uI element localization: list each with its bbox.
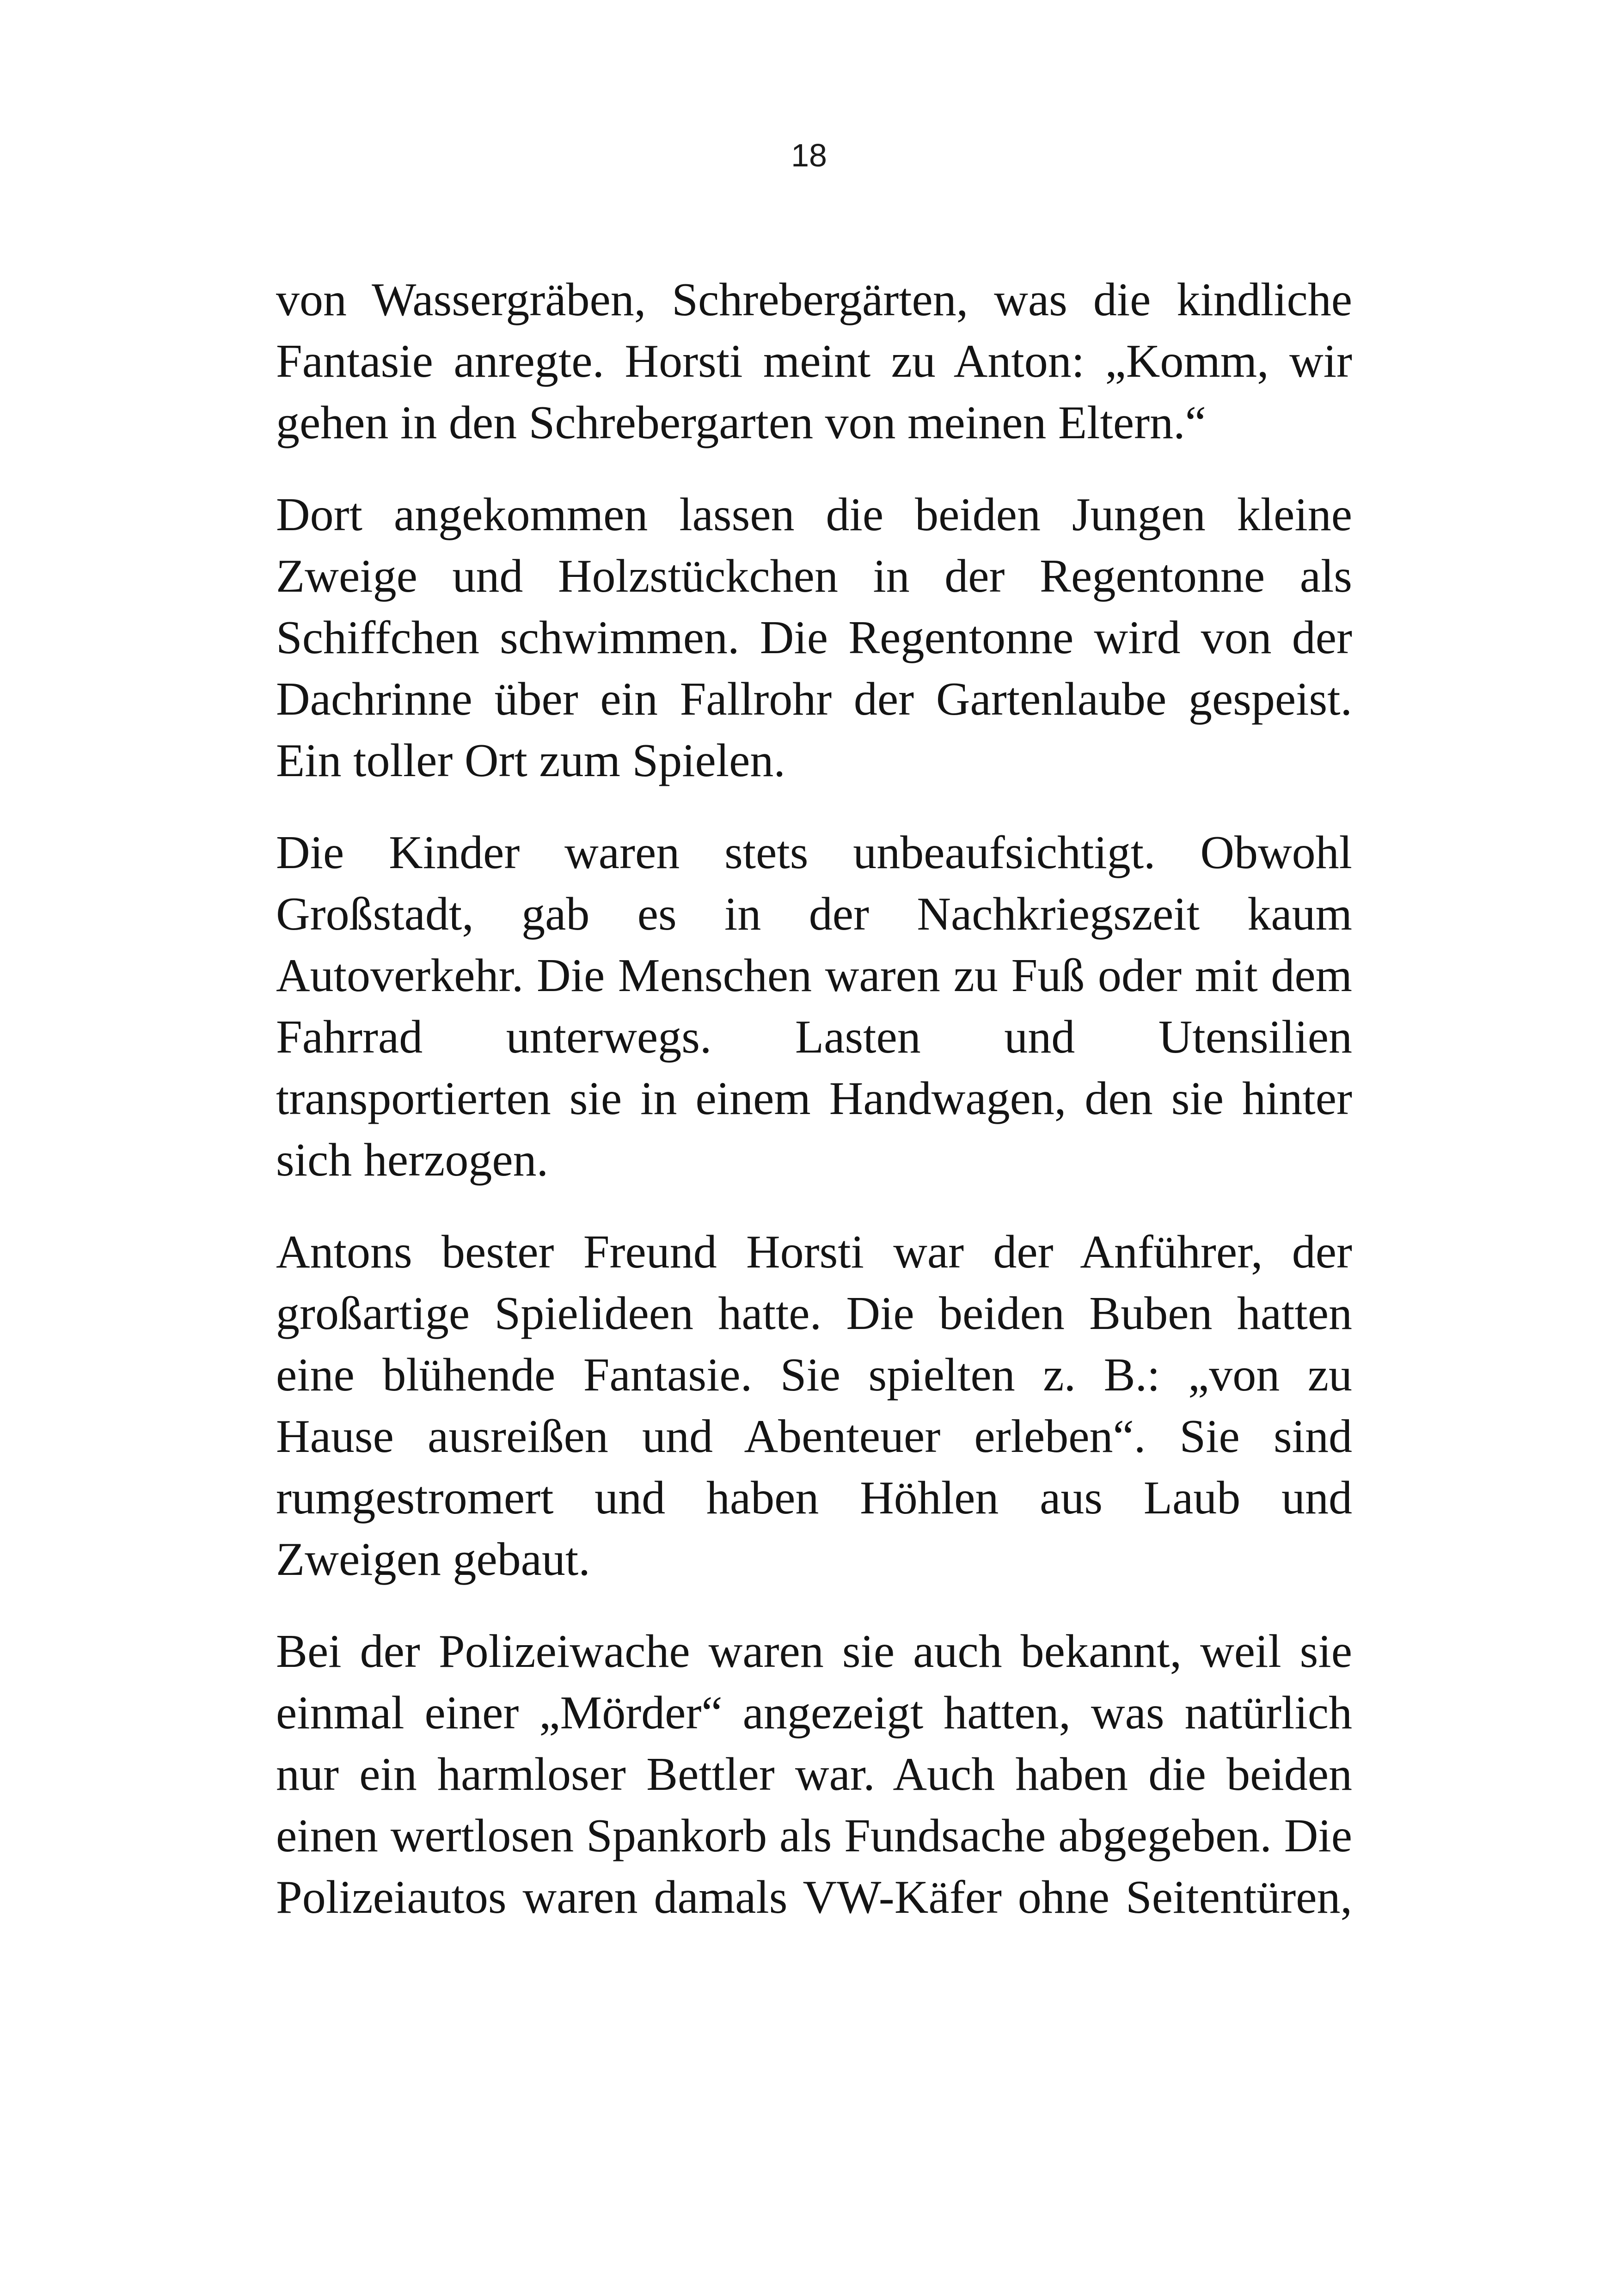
paragraph-1: von Wassergräben, Schrebergärten, was die kindliche Fantasie anregte. Horsti meint zu Anton: „Komm, wir gehen in den Schrebergarten von meinen Eltern.“ [276, 274, 1352, 449]
paragraph-2: Dort angekommen lassen die beiden Jungen kleine Zweige und Holzstückchen in der Regentonne als Schiffchen schwimmen. Die Regentonne wird von der Dachrinne über ein Fallrohr der Gartenlaube gespeist. Ein toller Ort zum Spielen. [276, 489, 1352, 787]
paragraph-5: Bei der Polizeiwache waren sie auch bekannt, weil sie einmal einer „Mörder“ angezeigt hatten, was natürlich nur ein harmloser Bettler war. Auch haben die beiden einen wertlosen Spankorb als Fundsache abgegeben. Die Polizeiautos waren damals VW-Käfer ohne Seitentüren, [276, 1625, 1352, 1923]
paragraph-3: Die Kinder waren stets unbeaufsichtigt. Obwohl Großstadt, gab es in der Nachkriegszeit kaum Autoverkehr. Die Menschen waren zu Fuß oder mit dem Fahrrad unterwegs. Lasten und Utensilien transportierten sie in einem Handwagen, den sie hinter sich herzogen. [276, 827, 1352, 1186]
page-number: 18 [791, 137, 827, 173]
paragraph-4: Antons bester Freund Horsti war der Anführer, der großartige Spielideen hatte. Die beiden Buben hatten eine blühende Fantasie. Sie spielten z. B.: „von zu Hause ausreißen und Abenteuer erleben“. Sie sind rumgestromert und haben Höhlen aus Laub und Zweigen gebaut. [276, 1226, 1352, 1586]
body-text [276, 269, 1352, 1928]
